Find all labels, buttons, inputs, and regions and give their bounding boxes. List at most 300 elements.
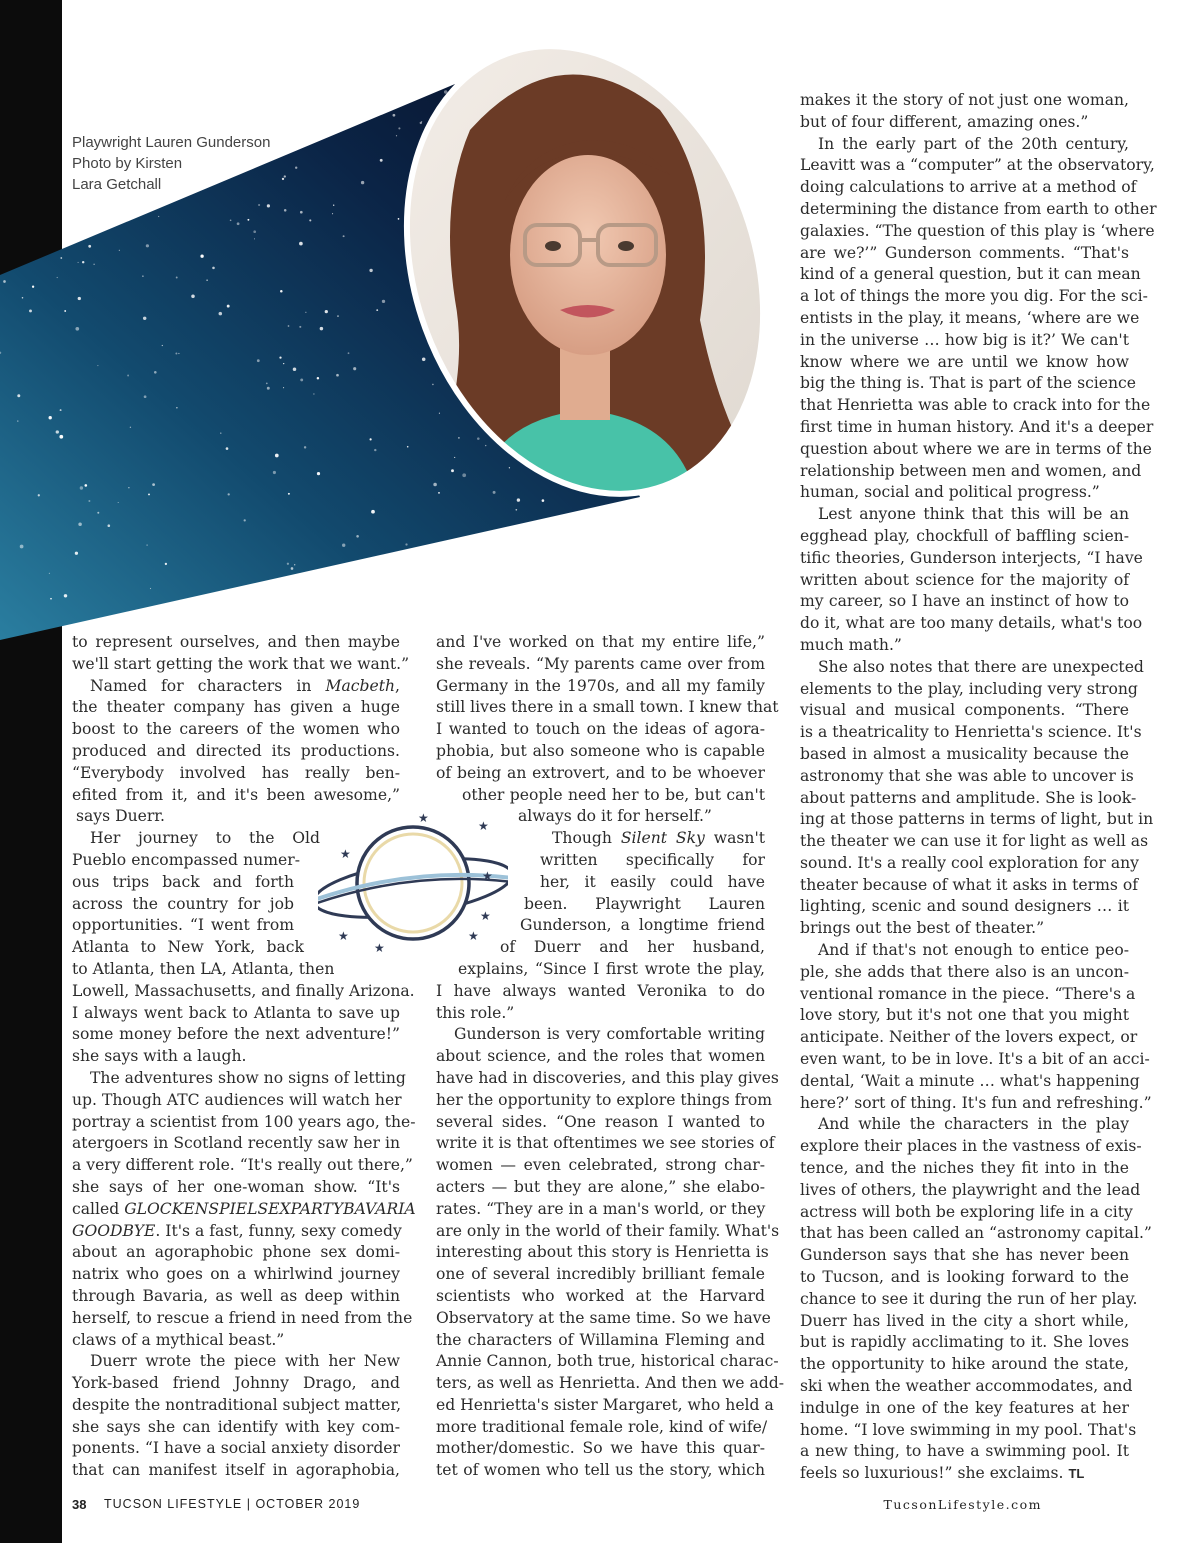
text-line: to represent ourselves, and then maybe [72,633,400,651]
text-line: Duerr has lived in the city a short while, [800,1311,1129,1330]
text-line: explore their places in the vastness of exis- [800,1137,1142,1156]
star-dot [60,409,62,411]
star-dot [154,371,157,374]
star-dot [343,235,345,237]
text-line: women — even celebrated, strong char- [436,1156,765,1175]
text-line: galaxies. “The question of this play is ‘where [800,221,1155,240]
text-line: the opportunity to hike around the state, [800,1355,1129,1374]
text-line: efited from it, and it's been awesome,” [72,785,400,804]
show-title: GOODBYE [72,1221,156,1240]
text-line: about science, and the roles that women [436,1047,765,1066]
show-title: GLOCKENSPIELSEXPARTYBAVARIA [124,1199,416,1218]
text-line: a lot of things the more you dig. For the sci- [800,287,1148,306]
text-line: astronomy that she was able to uncover is [800,766,1134,785]
text-line: scientists who worked at the Harvard [436,1286,765,1305]
star-dot [88,500,90,502]
text-line: across the country for job [72,894,294,913]
text-line: the characters of Willamina Fleming and [436,1330,765,1349]
star-dot [300,378,303,381]
text-line: acters — but they are alone,” she elabo- [436,1177,765,1196]
star-dot [382,300,385,303]
text-line: atergoers in Scotland recently saw her in [72,1134,400,1153]
text-line: relationship between men and women, and [800,461,1142,480]
star-dot [371,510,375,514]
star-dot [78,522,82,526]
star-dot [309,219,311,221]
text-line: even want, to be in love. It's a bit of an acci- [800,1050,1150,1069]
text-fragment: Named for characters in [90,676,326,695]
star-dot [50,598,52,600]
text-line: mother/domestic. So we have this quar- [436,1439,765,1458]
star-dot [119,250,120,251]
star-dot [332,213,333,214]
text-line: ponents. “I have a social anxiety disorder [72,1439,400,1458]
star-dot [127,375,129,377]
star-dot [313,393,314,394]
text-line: of being an extrovert, and to be whoever [436,763,765,782]
text-line: ing at those patterns in terms of light, but in [800,810,1154,829]
text-line: I always went back to Atlanta to save up [72,1003,400,1022]
text-line: Gunderson says that she has never been [800,1246,1129,1265]
article-column-1 [72,632,416,1482]
star-dot [439,413,440,414]
text-line: kind of a general question, but it can mean [800,265,1141,284]
star-dot [60,257,62,259]
star-dot [396,135,397,136]
star-dot [212,267,215,270]
star-dot [165,563,167,565]
star-dot [17,394,20,397]
star-dot [253,230,256,233]
star-dot [118,502,119,503]
text-line: tet of women who tell us the story, which [436,1461,765,1480]
star-dot [97,365,98,366]
star-dot [49,416,52,419]
star-dot [454,457,455,458]
text-line: she says she can identify with key com- [72,1417,400,1436]
star-dot [257,359,260,362]
star-dot [88,245,91,248]
star-dot [299,326,301,328]
star-dot [374,449,376,451]
text-line: and I've worked on that my entire life,” [436,633,765,651]
play-title: Macbeth [325,676,396,695]
star-dot [75,327,79,331]
star-dot [266,383,268,385]
text-line: chance to see it during the run of her play. [800,1289,1138,1308]
star-dot [22,297,24,299]
star-dot [128,487,129,488]
text-line: theater because of what it asks in terms of [800,875,1138,894]
text-line: write it is that oftentimes we see stories of [436,1134,775,1153]
text-line [72,676,400,698]
text-line: sound. It's a really cool exploration for any [800,853,1139,872]
star-dot [258,204,260,206]
text-line: And if that's not enough to entice peo- [818,941,1129,960]
star-dot [509,467,510,468]
star-dot [108,524,111,527]
text-line: we'll start getting the work that we want.” [72,654,410,673]
text-line: love story, but it's not one that you might [800,1006,1129,1025]
star-dot [148,493,150,495]
star-dot [20,545,24,549]
star-dot [542,499,545,502]
star-dot [227,305,230,308]
end-mark-logo: TL [1068,1466,1085,1482]
star-dot [337,315,338,316]
text-line: She also notes that there are unexpected [818,657,1144,676]
text-fragment: wasn't [704,829,766,848]
star-dot [288,325,290,327]
text-line: her, it easily could have [540,872,765,891]
star-dot [305,312,306,313]
page-footer [72,1497,1132,1519]
text-line: Leavitt was a “computer” at the observatory, [800,156,1155,175]
text-line: about an agoraphobic phone sex domi- [72,1243,400,1262]
star-dot [370,438,372,440]
star-dot [175,353,177,355]
article-column-3 [800,90,1157,1485]
star-dot [299,242,303,246]
text-line: here?’ sort of thing. It's fun and refreshing.” [800,1093,1152,1112]
text-line: York-based friend Johnny Drago, and [72,1374,400,1393]
text-line: she says with a laugh. [72,1047,247,1066]
text-line: opportunities. “I went from [72,916,294,935]
star-dot [369,269,372,272]
text-line: ski when the weather accommodates, and [800,1377,1133,1396]
text-line: other people need her to be, but can't [462,785,765,804]
text-line: know where we are until we know how [800,352,1129,371]
text-line [552,828,765,850]
text-line: Pueblo encompassed numer- [72,850,300,869]
star-dot [405,543,407,545]
text-line: Her journey to the Old [90,829,320,848]
text-line: about patterns and amplitude. She is look- [800,788,1137,807]
text-line: produced and directed its productions. [72,741,400,760]
star-dot [284,209,287,212]
text-line: rates. “They are in a man's world, or they [436,1199,766,1218]
text-fragment: called [72,1199,125,1218]
svg-text:★: ★ [468,929,479,943]
text-line: Germany in the 1970s, and all my family [436,676,765,695]
star-dot [38,494,40,496]
text-line: indulge in one of the key features at her [800,1398,1129,1417]
caption-line: Playwright Lauren Gunderson [72,134,271,151]
star-dot [283,387,284,388]
star-dot [230,219,232,221]
star-dot [317,377,319,379]
text-line: I wanted to touch on the ideas of agora- [436,720,765,739]
star-dot [293,368,297,372]
text-line: says Duerr. [76,807,165,826]
star-dot [57,277,58,278]
star-dot [380,159,383,162]
star-dot [325,310,328,313]
text-line: determining the distance from earth to other [800,199,1157,218]
star-dot [422,358,426,362]
text-line: brings out the best of theater.” [800,919,1045,938]
text-line: ed Henrietta's sister Margaret, who held a [436,1395,774,1414]
text-line: one of several incredibly brilliant female [436,1265,765,1284]
star-dot [361,181,364,184]
text-line: but of four different, amazing ones.” [800,112,1089,131]
text-line: up. Though ATC audiences will watch her [72,1090,402,1109]
photo-caption [72,132,312,195]
text-line: in the universe … how big is it?’ We can't [800,330,1129,349]
star-dot [206,279,208,281]
star-dot [432,384,434,386]
star-dot [353,367,356,370]
text-line: Atlanta to New York, back [72,938,304,957]
star-dot [267,204,270,207]
star-dot [176,407,177,408]
star-dot [515,509,517,511]
text-line: to Atlanta, then LA, Atlanta, then [72,959,335,978]
play-title: Silent Sky [620,829,705,848]
svg-text:★: ★ [478,819,489,833]
text-line: do it, what are too many details, what's too [800,614,1143,633]
star-dot [237,222,240,225]
star-dot [56,430,59,433]
caption-line: Photo by Kirsten [72,155,183,172]
star-dot [254,238,255,239]
page-number: 38 [72,1497,87,1512]
publication-issue: TUCSON LIFESTYLE | OCTOBER 2019 [104,1497,361,1511]
star-dot [130,427,131,428]
text-line: And while the characters in the play [818,1115,1129,1134]
star-dot [3,280,6,283]
star-dot [82,261,84,263]
star-dot [84,484,87,487]
text-line: Gunderson is very comfortable writing [454,1025,765,1044]
star-dot [348,352,350,354]
text-line: herself, to rescue a friend in need from the [72,1308,413,1327]
text-line: are only in the world of their family. What's [436,1221,780,1240]
caption-line: Lara Getchall [72,176,162,193]
star-dot [333,205,334,206]
star-dot [438,492,440,494]
star-dot [320,327,323,330]
star-dot [64,310,66,312]
star-dot [143,317,146,320]
text-line: some money before the next adventure!” [72,1025,400,1044]
text-line: lighting, scenic and sound designers … it [800,897,1129,916]
text-line: Lest anyone think that this will be an [818,505,1129,524]
text-line: her the opportunity to explore things from [436,1090,773,1109]
text-line: much math.” [800,635,902,654]
text-line: egghead play, chockfull of baffling scien- [800,526,1129,545]
star-dot [97,512,99,514]
text-line: the theater company has given a huge [72,698,400,717]
star-dot [462,473,466,477]
text-line: she reveals. “My parents came over from [436,654,765,673]
star-dot [152,483,155,486]
text-line: through Bavaria, as well as deep within [72,1286,400,1305]
star-dot [228,493,230,495]
text-line: still lives there in a small town. I knew that [436,698,779,717]
star-dot [162,345,163,346]
star-dot [142,275,144,277]
text-line: Annie Cannon, both true, historical charac- [436,1352,779,1371]
text-line: The adventures show no signs of letting [90,1068,406,1087]
star-dot [517,498,520,501]
article-column-2 [436,632,785,1482]
star-dot [342,544,345,547]
text-line: written about science for the majority of [800,570,1129,589]
star-dot [279,356,281,358]
svg-text:★: ★ [374,941,385,955]
text-line: Observatory at the same time. So we have [436,1308,771,1327]
text-line: always do it for herself.” [518,807,712,826]
text-line: she says of her one-woman show. “It's [72,1177,400,1196]
star-dot [29,309,32,312]
star-dot [398,218,400,220]
star-dot [493,491,496,494]
star-dot [336,374,339,377]
star-dot [49,573,50,574]
text-line: I have always wanted Veronika to do [436,981,765,1000]
text-fragment: feels so luxurious!” she exclaims. [800,1464,1064,1483]
star-dot [407,446,409,448]
star-dot [294,564,295,565]
star-dot [176,277,178,279]
text-line: that can manifest itself in agoraphobia, [72,1461,400,1480]
star-dot [80,486,83,489]
svg-text:★: ★ [338,929,349,943]
text-line: anticipate. Neither of the lovers expect, or [800,1028,1138,1047]
star-dot [158,216,159,217]
star-dot [32,286,34,288]
star-dot [59,435,63,439]
text-line [800,1463,1129,1485]
star-dot [78,297,81,300]
star-dot [398,127,400,129]
text-line: visual and musical components. “There [800,701,1129,720]
text-line: claws of a mythical beast.” [72,1330,285,1349]
star-dot [485,445,486,446]
text-line: interesting about this story is Henrietta is [436,1243,769,1262]
text-line: boost to the careers of the women who [72,720,400,739]
text-line: the theater we can use it for light as well as [800,832,1149,851]
text-line: ous trips back and forth [72,872,294,891]
text-line: more traditional female role, kind of wife/ [436,1417,768,1436]
text-line: human, social and political progress.” [800,483,1100,502]
text-line: “Everybody involved has really ben- [72,763,400,782]
text-line: my career, so I have an instinct of how to [800,592,1129,611]
text-line: lives of others, the playwright and the lead [800,1180,1141,1199]
text-line: ters, as well as Henrietta. And then we add- [436,1374,785,1393]
star-dot [219,312,223,316]
svg-text:★: ★ [418,811,429,825]
text-line: Lowell, Massachusetts, and finally Arizona. [72,981,415,1000]
star-dot [280,290,283,293]
star-dot [93,264,94,265]
text-line: big the thing is. That is part of the science [800,374,1137,393]
svg-text:★: ★ [482,869,493,883]
text-fragment: Though [552,829,621,848]
star-dot [75,552,78,555]
text-line: a new thing, to have a swimming pool. It [800,1442,1129,1461]
text-line: natrix who goes on a whirlwind journey [72,1265,400,1284]
text-line: tific theories, Gunderson interjects, “I have [800,548,1143,567]
text-line: tence, and the niches they fit into in the [800,1159,1129,1178]
svg-text:★: ★ [340,847,351,861]
text-line: doing calculations to arrive at a method of [800,178,1137,197]
star-dot [144,395,147,398]
text-line: based in almost a musicality because the [800,744,1129,763]
text-line: despite the nontraditional subject matter, [72,1395,402,1414]
star-dot [451,469,454,472]
star-dot [191,295,195,299]
star-dot [421,121,422,122]
text-line: makes it the story of not just one woman, [800,91,1129,109]
star-dot [356,535,359,538]
star-dot [78,262,79,263]
text-line: been. Playwright Lauren [524,894,765,913]
text-line: explains, “Since I first wrote the play, [458,959,765,978]
star-dot [283,363,284,364]
star-dot [433,483,437,487]
text-line: is a theatricality to Henrietta's science. It's [800,723,1142,742]
text-line: have had in discoveries, and this play gives [436,1068,779,1087]
text-line: Gunderson, a longtime friend [520,916,765,935]
website-link[interactable]: TucsonLifestyle.com [883,1497,1042,1512]
text-line: first time in human history. And it's a deeper [800,417,1154,436]
star-dot [304,446,306,448]
star-dot [376,309,378,311]
text-line: of Duerr and her husband, [500,938,765,957]
star-dot [226,447,229,450]
text-line: portray a scientist from 100 years ago, the- [72,1112,416,1131]
star-dot [146,244,149,247]
text-line: dental, ‘Wait a minute … what's happening [800,1071,1140,1090]
star-dot [220,432,221,433]
star-dot [267,387,270,390]
text-line: home. “I love swimming in my pool. That's [800,1420,1137,1439]
text-line: ple, she adds that there also is an uncon- [800,962,1129,981]
star-dot [64,594,67,597]
text-line [72,1221,400,1243]
star-dot [458,437,460,439]
star-dot [275,454,279,458]
text-line: entists in the play, it means, ‘where are we [800,308,1140,327]
text-line: are we?’” Gunderson comments. “That's [800,243,1129,262]
star-dot [300,211,303,214]
text-line [72,1199,416,1221]
text-line: that has been called an “astronomy capital.” [800,1224,1152,1243]
text-line: Duerr wrote the piece with her New [90,1352,400,1371]
star-dot [244,519,246,521]
text-line: question about where we are in terms of the [800,439,1152,458]
star-dot [393,114,396,117]
star-dot [291,567,294,570]
star-dot [17,420,18,421]
star-dot [287,563,289,565]
text-line: that Henrietta was able to crack into for the [800,396,1151,415]
star-dot [200,255,203,258]
text-line: several sides. “One reason I wanted to [436,1112,765,1131]
text-line: actress will both be exploring life in a city [800,1202,1133,1221]
star-dot [477,437,480,440]
star-dot [317,472,320,475]
text-line: ventional romance in the piece. “There's a [800,984,1136,1003]
star-dot [178,353,179,354]
text-fragment: . It's a fast, funny, sexy comedy [155,1221,402,1240]
text-line: a very different role. “It's really out there,” [72,1156,413,1175]
text-line: In the early part of the 20th century, [818,134,1129,153]
star-dot [273,471,276,474]
star-dot [247,219,249,221]
